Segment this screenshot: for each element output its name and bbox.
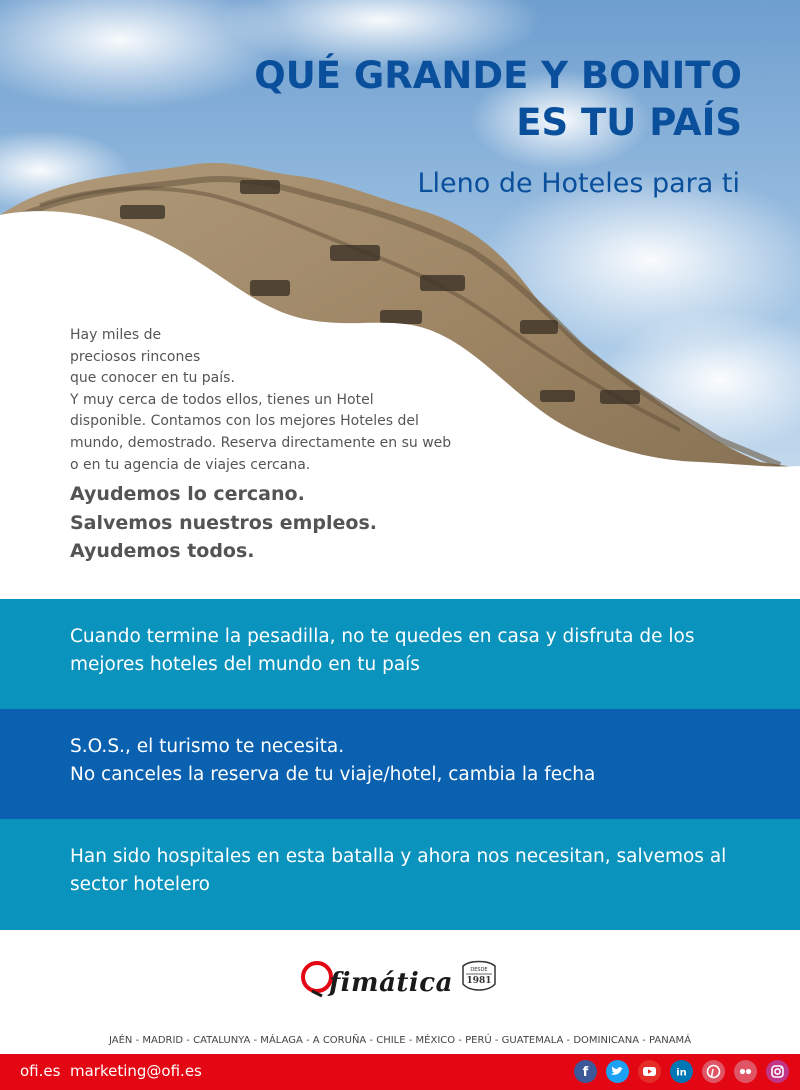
linkedin-icon[interactable] xyxy=(670,1060,693,1083)
intro-line: Hay miles de xyxy=(70,327,162,343)
intro-line: o en tu agencia de viajes cercana. xyxy=(70,456,311,473)
badge-year: 1981 xyxy=(466,976,492,986)
slogan-line: Ayudemos lo cercano. xyxy=(70,483,305,505)
pinterest-icon[interactable] xyxy=(702,1060,725,1083)
instagram-icon[interactable] xyxy=(766,1060,789,1083)
facebook-icon[interactable] xyxy=(574,1060,597,1083)
headline-line-2: ES TU PAÍS xyxy=(516,101,742,144)
intro-line: mundo, demostrado. Reserva directamente en su web xyxy=(70,434,452,451)
intro-line: preciosos rincones xyxy=(70,348,201,365)
email-link[interactable]: marketing@ofi.es xyxy=(70,1062,202,1080)
social-links xyxy=(574,1060,789,1083)
subheadline: Lleno de Hoteles para ti xyxy=(417,168,740,199)
logo-wordmark: fimática xyxy=(329,968,453,998)
svg-text:in: in xyxy=(676,1067,687,1079)
message-band-3 xyxy=(0,819,800,930)
badge-label: DESDE xyxy=(470,967,488,973)
band-line: Han sido hospitales en esta batalla y ahora nos necesitan, salvemos al xyxy=(70,846,727,867)
office-locations: JAÉN - MADRID - CATALUNYA - MÁLAGA - A CORUÑA - CHILE - MÉXICO - PERÚ - GUATEMALA - DOMINICANA - PANAMÁ xyxy=(108,1035,692,1046)
message-band-1 xyxy=(0,599,800,709)
slogans xyxy=(70,480,377,566)
band-line: No canceles la reserva de tu viaje/hotel, cambia la fecha xyxy=(70,763,596,785)
footer-bar xyxy=(0,1054,800,1090)
intro-line: que conocer en tu país. xyxy=(70,370,235,387)
flickr-icon[interactable] xyxy=(734,1060,757,1083)
message-band-2 xyxy=(0,709,800,819)
band-line: mejores hoteles del mundo en tu país xyxy=(70,653,420,675)
intro-line: Y muy cerca de todos ellos, tienes un Hotel xyxy=(70,391,374,408)
youtube-icon[interactable] xyxy=(638,1060,661,1083)
band-line: Cuando termine la pesadilla, no te quedes en casa y disfruta de los xyxy=(70,626,695,647)
band-line: S.O.S., el turismo te necesita. xyxy=(70,736,345,757)
slogan-line: Ayudemos todos. xyxy=(70,540,255,562)
svg-text:f: f xyxy=(582,1065,589,1080)
since-1981-badge xyxy=(460,960,498,994)
headline-line-1: QUÉ GRANDE Y BONITO xyxy=(254,54,742,97)
intro-line: disponible. Contamos con los mejores Hoteles del xyxy=(70,413,419,430)
band-line: sector hotelero xyxy=(70,873,210,895)
ofimatica-logo xyxy=(300,954,500,1014)
twitter-icon[interactable] xyxy=(606,1060,629,1083)
intro-paragraph xyxy=(70,325,490,476)
website-link[interactable]: ofi.es xyxy=(20,1062,61,1080)
headline xyxy=(254,52,742,146)
slogan-line: Salvemos nuestros empleos. xyxy=(70,511,378,534)
